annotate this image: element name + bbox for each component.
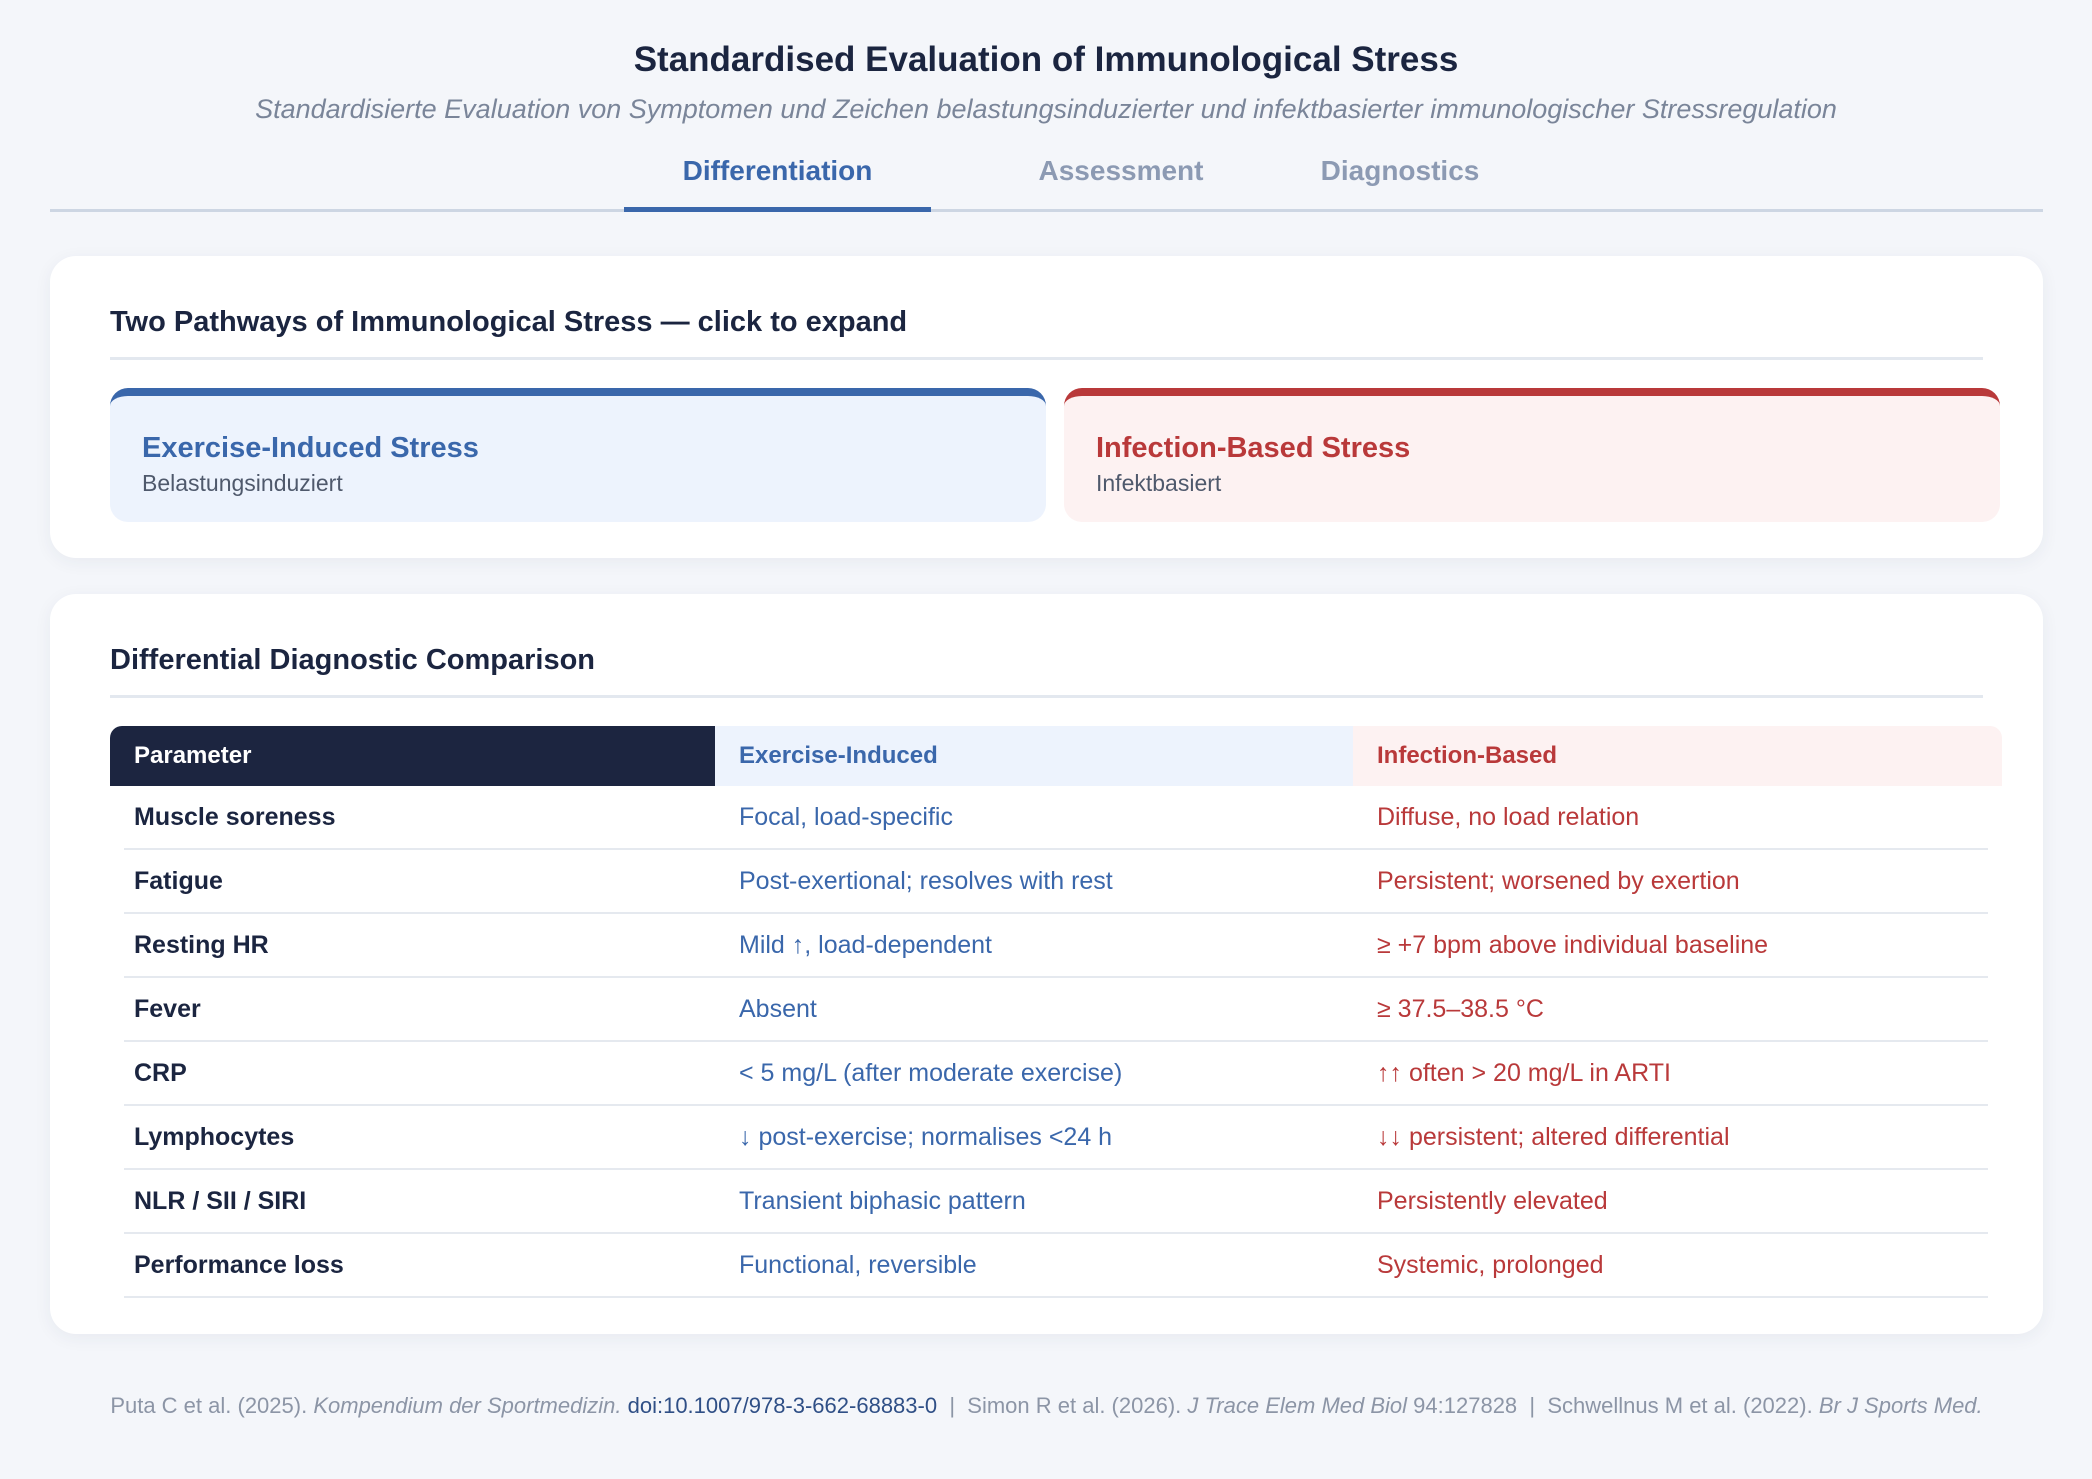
row-exercise-value: Mild ↑, load-dependent xyxy=(739,930,992,959)
row-parameter: Muscle soreness xyxy=(134,802,336,831)
row-exercise-value: Focal, load-specific xyxy=(739,802,953,831)
header-exercise: Exercise-Induced xyxy=(715,726,1353,786)
page-subtitle: Standardisierte Evaluation von Symptomen und Zeichen belastungsinduzierter und infektbasierter immunologischer Stressregulation xyxy=(255,94,1837,124)
table-row xyxy=(124,786,1988,850)
infection-pathway-card[interactable] xyxy=(1064,388,2000,522)
table-row xyxy=(124,1042,1988,1106)
pathways-card xyxy=(50,256,2043,558)
table-row xyxy=(124,1234,1988,1298)
row-infection-value: Systemic, prolonged xyxy=(1377,1250,1604,1279)
pathways-title: Two Pathways of Immunological Stress — click to expand xyxy=(110,306,1983,360)
table-row xyxy=(124,914,1988,978)
row-infection-value: ↑↑ often > 20 mg/L in ARTI xyxy=(1377,1058,1671,1087)
row-infection-value: Diffuse, no load relation xyxy=(1377,802,1640,831)
row-infection-value: Persistent; worsened by exertion xyxy=(1377,866,1740,895)
ref1-doi-link[interactable]: doi:10.1007/978-3-662-68883-0 xyxy=(627,1393,938,1418)
ref1-authors: Puta C et al. (2025). xyxy=(110,1393,308,1418)
row-parameter: CRP xyxy=(134,1058,187,1087)
row-infection-value: ≥ +7 bpm above individual baseline xyxy=(1377,930,1769,959)
row-infection-value: Persistently elevated xyxy=(1377,1186,1608,1215)
exercise-pathway-name: Exercise-Induced Stress xyxy=(142,432,479,464)
table-row xyxy=(124,978,1988,1042)
row-parameter: NLR / SII / SIRI xyxy=(134,1186,307,1215)
tab-diagnostics[interactable]: Diagnostics xyxy=(1320,155,1480,186)
row-exercise-value: Functional, reversible xyxy=(739,1250,977,1279)
comparison-card xyxy=(50,594,2043,1334)
header-infection: Infection-Based xyxy=(1353,726,2002,786)
table-header xyxy=(110,726,2002,786)
separator: | xyxy=(949,1393,956,1418)
tab-differentiation[interactable]: Differentiation xyxy=(624,140,931,212)
header xyxy=(0,0,2092,126)
page-title: Standardised Evaluation of Immunological Stress xyxy=(633,40,1459,79)
table-row xyxy=(124,1170,1988,1234)
header-parameter: Parameter xyxy=(110,726,715,786)
row-exercise-value: < 5 mg/L (after moderate exercise) xyxy=(739,1058,1123,1087)
infection-pathway-name: Infection-Based Stress xyxy=(1096,432,1411,464)
row-infection-value: ↓↓ persistent; altered differential xyxy=(1377,1122,1730,1151)
row-exercise-value: Post-exertional; resolves with rest xyxy=(739,866,1113,895)
tab-assessment[interactable]: Assessment xyxy=(1038,155,1204,186)
row-parameter: Performance loss xyxy=(134,1250,344,1279)
table-row xyxy=(124,1106,1988,1170)
row-exercise-value: Transient biphasic pattern xyxy=(739,1186,1026,1215)
ref2-authors: Simon R et al. (2026). xyxy=(967,1393,1182,1418)
row-parameter: Fever xyxy=(134,994,201,1023)
ref1-title: Kompendium der Sportmedizin. xyxy=(313,1393,622,1418)
separator: | xyxy=(1529,1393,1536,1418)
ref2-detail: 94:127828 xyxy=(1413,1393,1518,1418)
row-exercise-value: ↓ post-exercise; normalises <24 h xyxy=(739,1122,1113,1151)
ref3-authors: Schwellnus M et al. (2022). xyxy=(1547,1393,1813,1418)
row-infection-value: ≥ 37.5–38.5 °C xyxy=(1377,994,1544,1023)
comparison-table xyxy=(110,726,2002,1298)
row-exercise-value: Absent xyxy=(739,994,817,1023)
ref3-journal: Br J Sports Med. xyxy=(1818,1393,1983,1418)
references-footer xyxy=(70,1388,2023,1424)
ref2-journal: J Trace Elem Med Biol xyxy=(1187,1393,1408,1418)
row-parameter: Resting HR xyxy=(134,930,269,959)
tab-bar xyxy=(50,140,2043,212)
exercise-pathway-card[interactable] xyxy=(110,388,1046,522)
exercise-pathway-sub: Belastungsinduziert xyxy=(142,470,343,496)
infection-pathway-sub: Infektbasiert xyxy=(1096,470,1222,496)
table-row xyxy=(124,850,1988,914)
comparison-title: Differential Diagnostic Comparison xyxy=(110,644,1983,698)
row-parameter: Fatigue xyxy=(134,866,223,895)
row-parameter: Lymphocytes xyxy=(134,1122,295,1151)
